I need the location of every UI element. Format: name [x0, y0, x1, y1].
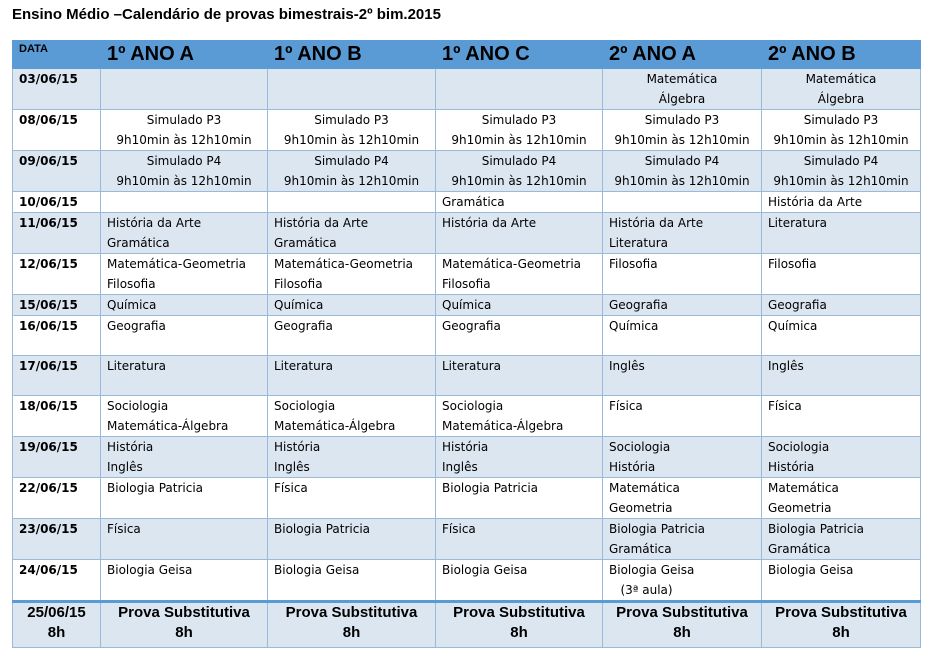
exam-subject: Química	[768, 319, 818, 333]
exam-subject: 9h10min às 12h10min	[283, 174, 420, 188]
exam-subject: Gramática	[768, 542, 831, 556]
table-row	[13, 213, 921, 254]
exam-subject: (3ª aula)	[609, 583, 673, 597]
exam-subject: Matemática-Geometria	[274, 257, 414, 271]
exam-subject: 9h10min às 12h10min	[773, 133, 909, 147]
exam-subject: Filosofia	[442, 277, 491, 291]
exam-cell	[268, 519, 436, 560]
table-row	[13, 69, 921, 110]
exam-subject: Sociologia	[768, 440, 830, 454]
exam-cell	[762, 254, 921, 295]
exam-cell	[436, 519, 603, 560]
exam-subject: Gramática	[274, 236, 337, 250]
table-row	[13, 110, 921, 151]
exam-cell	[436, 560, 603, 602]
exam-cell	[268, 254, 436, 295]
exam-subject: Álgebra	[658, 92, 706, 106]
exam-subject: Matemática	[646, 72, 718, 86]
exam-subject: Biologia Patricia	[768, 522, 865, 536]
exam-subject: Biologia Geisa	[274, 563, 360, 577]
exam-subject: Química	[274, 298, 324, 312]
date-cell: 11/06/15	[13, 213, 101, 254]
date-cell: 24/06/15	[13, 560, 101, 602]
exam-subject: Geografia	[609, 298, 668, 312]
exam-cell	[762, 478, 921, 519]
exam-cell	[603, 560, 762, 602]
exam-cell	[101, 213, 268, 254]
table-row	[13, 437, 921, 478]
exam-cell	[436, 110, 603, 151]
exam-subject: Geometria	[768, 501, 832, 515]
exam-subject: 9h10min às 12h10min	[773, 174, 909, 188]
exam-cell	[268, 213, 436, 254]
exam-subject: Literatura	[107, 359, 166, 373]
column-header: 1º ANO C	[436, 41, 603, 69]
exam-cell	[101, 69, 268, 110]
table-row	[13, 295, 921, 316]
exam-subject: Literatura	[768, 216, 827, 230]
exam-cell	[101, 519, 268, 560]
date-cell: 08/06/15	[13, 110, 101, 151]
exam-subject: Química	[442, 298, 492, 312]
exam-cell	[603, 151, 762, 192]
exam-subject: Simulado P3	[803, 113, 879, 127]
table-row	[13, 478, 921, 519]
page-title: Ensino Médio –Calendário de provas bimestrais-2º bim.2015	[12, 6, 441, 23]
header-row	[13, 41, 921, 69]
exam-subject: Simulado P3	[644, 113, 720, 127]
exam-subject: Filosofia	[609, 257, 658, 271]
exam-cell	[762, 69, 921, 110]
date-cell: 17/06/15	[13, 356, 101, 396]
exam-cell	[101, 356, 268, 396]
exam-cell	[762, 396, 921, 437]
exam-cell	[268, 437, 436, 478]
exam-cell	[603, 356, 762, 396]
exam-cell	[101, 151, 268, 192]
exam-subject: Simulado P4	[803, 154, 879, 168]
exam-cell	[268, 396, 436, 437]
exam-cell	[101, 316, 268, 356]
exam-subject: Biologia Geisa	[768, 563, 854, 577]
substitute-exam-text: 8h	[175, 624, 193, 641]
exam-subject: Sociologia	[609, 440, 671, 454]
exam-subject: 9h10min às 12h10min	[451, 174, 587, 188]
exam-subject: 9h10min às 12h10min	[283, 133, 420, 147]
exam-subject: Simulado P4	[481, 154, 557, 168]
exam-cell	[603, 437, 762, 478]
exam-subject: Gramática	[609, 542, 672, 556]
exam-cell	[436, 254, 603, 295]
exam-subject: Sociologia	[442, 399, 504, 413]
exam-subject: Química	[107, 298, 157, 312]
exam-subject: Biologia Geisa	[442, 563, 528, 577]
date-cell: 22/06/15	[13, 478, 101, 519]
exam-cell	[436, 295, 603, 316]
exam-cell	[101, 192, 268, 213]
exam-subject: Literatura	[609, 236, 668, 250]
exam-cell	[101, 110, 268, 151]
exam-subject: 9h10min às 12h10min	[614, 133, 750, 147]
exam-cell	[436, 356, 603, 396]
exam-subject: História da Arte	[768, 195, 863, 209]
exam-cell	[101, 295, 268, 316]
exam-subject: Sociologia	[107, 399, 169, 413]
exam-subject: Física	[768, 399, 802, 413]
exam-subject: Simulado P4	[644, 154, 720, 168]
date-cell: 18/06/15	[13, 396, 101, 437]
exam-subject: 9h10min às 12h10min	[451, 133, 587, 147]
date-cell: 16/06/15	[13, 316, 101, 356]
exam-cell	[436, 69, 603, 110]
exam-subject: Biologia Patricia	[442, 481, 539, 495]
exam-cell	[762, 295, 921, 316]
substitute-exam-text: 8h	[510, 624, 528, 641]
exam-subject: Simulado P3	[481, 113, 557, 127]
exam-cell	[603, 396, 762, 437]
exam-subject: 9h10min às 12h10min	[614, 174, 750, 188]
date-cell: 09/06/15	[13, 151, 101, 192]
exam-cell	[603, 192, 762, 213]
exam-subject: Filosofia	[274, 277, 323, 291]
exam-cell	[268, 295, 436, 316]
exam-cell	[268, 151, 436, 192]
substitute-exam-cell	[603, 602, 762, 648]
exam-subject: Biologia Patricia	[609, 522, 706, 536]
exam-cell	[762, 110, 921, 151]
exam-subject: Álgebra	[817, 92, 865, 106]
exam-cell	[762, 316, 921, 356]
date-cell: 23/06/15	[13, 519, 101, 560]
exam-subject: Inglês	[609, 359, 645, 373]
date-line: 8h	[47, 624, 66, 641]
substitute-exam-text: Prova Substitutiva	[118, 604, 250, 621]
exam-cell	[268, 478, 436, 519]
exam-subject: Inglês	[442, 460, 478, 474]
exam-cell	[762, 151, 921, 192]
exam-subject: Física	[609, 399, 643, 413]
exam-cell	[436, 478, 603, 519]
exam-subject: Geografia	[274, 319, 333, 333]
exam-subject: Simulado P3	[146, 113, 222, 127]
exam-cell	[603, 478, 762, 519]
exam-cell	[603, 213, 762, 254]
table-row	[13, 356, 921, 396]
substitute-exam-text: Prova Substitutiva	[453, 604, 585, 621]
column-header: 1º ANO A	[101, 41, 268, 69]
exam-subject: Matemática-Álgebra	[274, 419, 396, 433]
exam-subject: História	[609, 460, 656, 474]
exam-subject: Inglês	[107, 460, 143, 474]
exam-cell	[268, 356, 436, 396]
exam-subject: Física	[274, 481, 308, 495]
exam-cell	[762, 560, 921, 602]
date-cell: 15/06/15	[13, 295, 101, 316]
exam-subject: História	[107, 440, 154, 454]
exam-subject: Inglês	[768, 359, 804, 373]
exam-cell	[603, 254, 762, 295]
exam-cell	[101, 254, 268, 295]
exam-subject: História	[274, 440, 321, 454]
exam-subject: História	[442, 440, 489, 454]
exam-calendar-table	[12, 40, 921, 648]
substitute-exam-text: Prova Substitutiva	[775, 604, 907, 621]
exam-subject: Simulado P4	[314, 154, 389, 168]
exam-subject: História da Arte	[274, 216, 369, 230]
exam-cell	[603, 316, 762, 356]
exam-cell	[436, 192, 603, 213]
substitute-exam-text: 8h	[673, 624, 691, 641]
exam-subject: História da Arte	[107, 216, 202, 230]
exam-subject: Inglês	[274, 460, 310, 474]
exam-subject: Matemática-Álgebra	[107, 419, 229, 433]
substitute-exam-text: 8h	[342, 624, 361, 641]
exam-subject: Simulado P4	[146, 154, 222, 168]
exam-subject: Física	[442, 522, 476, 536]
exam-subject: Química	[609, 319, 659, 333]
exam-subject: Matemática-Geometria	[442, 257, 582, 271]
date-cell: 19/06/15	[13, 437, 101, 478]
exam-cell	[268, 110, 436, 151]
table-row	[13, 396, 921, 437]
substitute-exam-cell	[762, 602, 921, 648]
exam-subject: Matemática	[805, 72, 877, 86]
exam-cell	[436, 396, 603, 437]
exam-cell	[101, 396, 268, 437]
column-header: 2º ANO A	[603, 41, 762, 69]
table-row	[13, 316, 921, 356]
exam-cell	[436, 316, 603, 356]
exam-cell	[268, 560, 436, 602]
exam-cell	[268, 69, 436, 110]
exam-subject: Biologia Geisa	[107, 563, 193, 577]
table-row	[13, 192, 921, 213]
date-cell: 10/06/15	[13, 192, 101, 213]
exam-subject: Biologia Patricia	[274, 522, 371, 536]
column-header: 2º ANO B	[762, 41, 921, 69]
column-header: 1º ANO B	[268, 41, 436, 69]
exam-subject: Gramática	[107, 236, 170, 250]
exam-cell	[762, 519, 921, 560]
exam-subject: Matemática	[768, 481, 839, 495]
exam-cell	[101, 478, 268, 519]
exam-subject: Matemática-Geometria	[107, 257, 247, 271]
substitute-exam-text: Prova Substitutiva	[285, 604, 418, 621]
date-column-header: DATA	[13, 41, 101, 69]
exam-cell	[762, 356, 921, 396]
exam-subject: História da Arte	[442, 216, 537, 230]
date-cell: 03/06/15	[13, 69, 101, 110]
substitute-exam-cell	[101, 602, 268, 648]
exam-cell	[436, 213, 603, 254]
exam-subject: Biologia Patricia	[107, 481, 204, 495]
exam-subject: Filosofia	[768, 257, 817, 271]
exam-cell	[762, 192, 921, 213]
exam-subject: Matemática	[609, 481, 680, 495]
date-cell: 12/06/15	[13, 254, 101, 295]
exam-cell	[436, 151, 603, 192]
substitute-exam-text: Prova Substitutiva	[616, 604, 748, 621]
exam-cell	[436, 437, 603, 478]
exam-cell	[101, 437, 268, 478]
exam-subject: Filosofia	[107, 277, 156, 291]
calendar-body	[13, 69, 921, 648]
exam-subject: Matemática-Álgebra	[442, 419, 564, 433]
exam-subject: Gramática	[442, 195, 505, 209]
exam-cell	[603, 519, 762, 560]
exam-subject: Biologia Geisa	[609, 563, 695, 577]
exam-subject: Geometria	[609, 501, 673, 515]
substitute-exam-cell	[436, 602, 603, 648]
table-row	[13, 151, 921, 192]
exam-subject: Literatura	[274, 359, 333, 373]
date-cell	[13, 602, 101, 648]
exam-subject: Física	[107, 522, 141, 536]
exam-subject: 9h10min às 12h10min	[116, 133, 252, 147]
exam-subject: 9h10min às 12h10min	[116, 174, 252, 188]
exam-cell	[762, 437, 921, 478]
exam-cell	[603, 69, 762, 110]
exam-subject: História	[768, 460, 815, 474]
exam-subject: Geografia	[107, 319, 166, 333]
exam-subject: Geografia	[442, 319, 501, 333]
exam-cell	[603, 110, 762, 151]
table-row	[13, 560, 921, 602]
exam-subject: Sociologia	[274, 399, 336, 413]
exam-cell	[603, 295, 762, 316]
table-row	[13, 254, 921, 295]
substitute-exam-text: 8h	[832, 624, 850, 641]
exam-cell	[268, 192, 436, 213]
exam-subject: Literatura	[442, 359, 501, 373]
exam-cell	[762, 213, 921, 254]
date-line: 25/06/15	[27, 604, 86, 621]
table-row	[13, 519, 921, 560]
exam-subject: História da Arte	[609, 216, 704, 230]
exam-cell	[101, 560, 268, 602]
exam-subject: Simulado P3	[314, 113, 389, 127]
substitute-exam-row	[13, 602, 921, 648]
exam-subject: Geografia	[768, 298, 827, 312]
substitute-exam-cell	[268, 602, 436, 648]
exam-cell	[268, 316, 436, 356]
